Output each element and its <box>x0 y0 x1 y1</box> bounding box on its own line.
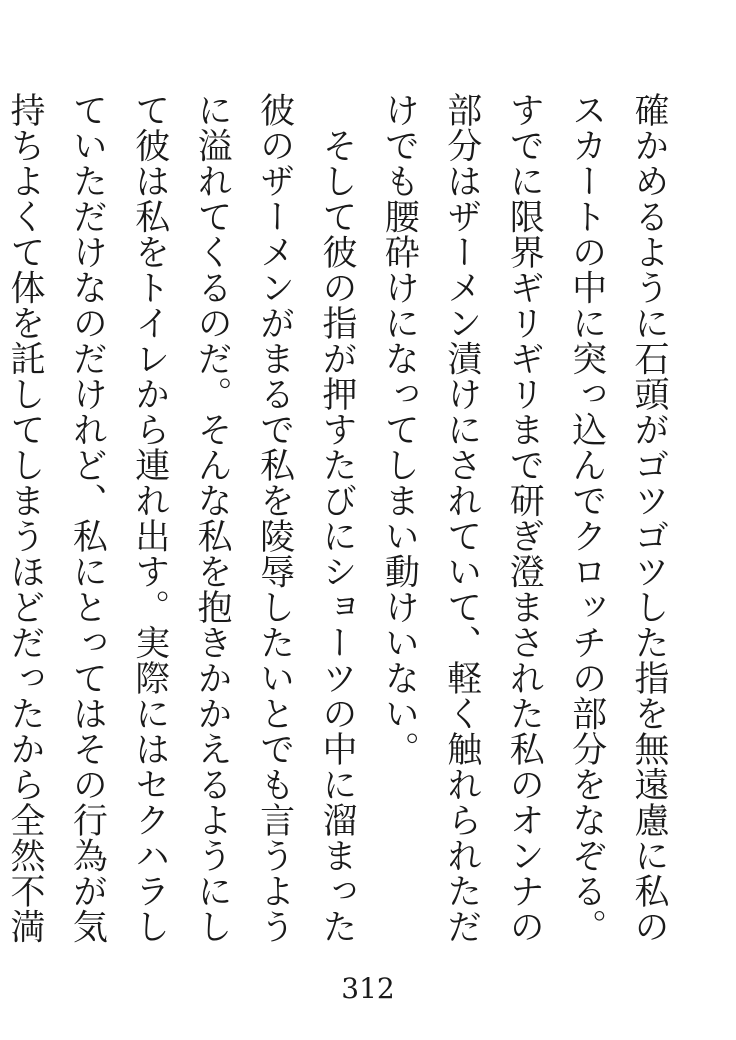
vertical-text-body <box>4 92 680 972</box>
paragraph-1: 確かめるように石頭がゴツゴツした指を無遠慮に私のスカートの中に突っ込んでクロッチの部分をなぞる。すでに限界ギリギリまで研ぎ澄まされた私のオンナの部分はザーメン漬けにされていて、軽く触れられただけでも腰砕けになってしまい動けいない。 <box>379 92 669 944</box>
paragraph-2: そして彼の指が押すたびにショーツの中に溜まった彼のザーメンがまるで私を陵辱したいとでも言うように溢れてくるのだ。そんな私を抱きかかえるようにして彼は私をトイレから連れ出す。実際にはセクハラしていただけなのだけれど、私にとってはその行為が気持ちよくて体を託してしまうほどだったから全然不満 <box>4 92 357 944</box>
page-number: 312 <box>341 972 395 1005</box>
